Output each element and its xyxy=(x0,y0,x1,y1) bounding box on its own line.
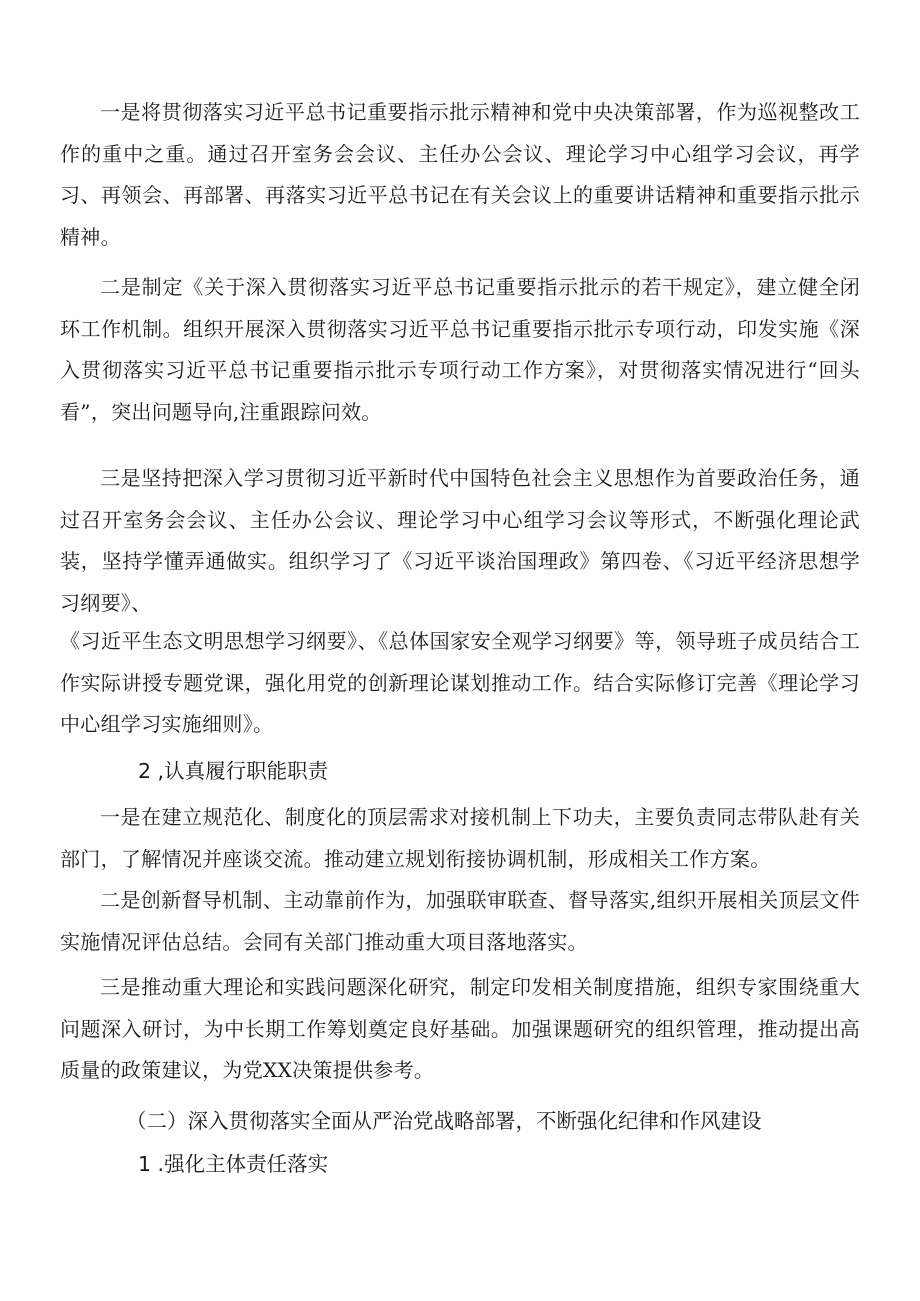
paragraph-3: 三是坚持把深入学习贯彻习近平新时代中国特色社会主义思想作为首要政治任务，通过召开室务会会议、主任办公会议、理论学习中心组学习会议等形式，不断强化理论武装，坚持学懂弄通做实。组织学习了《习近平谈治国理政》第四卷、《习近平经济思想学习纲要》、 xyxy=(60,466,860,615)
heading-2-perform-duties: 2 ,认真履行职能职责 xyxy=(138,759,329,783)
paragraph-7: 三是推动重大理论和实践问题深化研究，制定印发相关制度措施，组织专家围绕重大问题深入研讨，为中长期工作筹划奠定良好基础。加强课题研究的组织管理，推动提出高质量的政策建议，为党XX决策提供参考。 xyxy=(60,975,860,1082)
paragraph-1: 一是将贯彻落实习近平总书记重要指示批示精神和党中央决策部署，作为巡视整改工作的重中之重。通过召开室务会会议、主任办公会议、理论学习中心组学习会议，再学习、再领会、再部署、再落实习近平总书记在有关会议上的重要讲话精神和重要指示批示精神。 xyxy=(60,100,860,249)
paragraph-4: 《习近平生态文明思想学习纲要》、《总体国家安全观学习纲要》等，领导班子成员结合工作实际讲授专题党课，强化用党的创新理论谋划推动工作。结合实际修订完善《理论学习中心组学习实施细则》。 xyxy=(60,629,860,736)
paragraph-5: 一是在建立规范化、制度化的顶层需求对接机制上下功夫，主要负责同志带队赴有关部门，了解情况并座谈交流。推动建立规划衔接协调机制，形成相关工作方案。 xyxy=(60,805,860,871)
paragraph-2: 二是制定《关于深入贯彻落实习近平总书记重要指示批示的若干规定》，建立健全闭环工作机制。组织开展深入贯彻落实习近平总书记重要指示批示专项行动，印发实施《深入贯彻落实习近平总书记重要指示批示专项行动工作方案》，对贯彻落实情况进行“回头看”，突出问题导向,注重跟踪问效。 xyxy=(60,275,860,424)
paragraph-6: 二是创新督导机制、主动靠前作为，加强联审联查、督导落实,组织开展相关顶层文件实施情况评估总结。会同有关部门推动重大项目落地落实。 xyxy=(60,888,860,954)
heading-section-2: （二）深入贯彻落实全面从严治党战略部署，不断强化纪律和作风建设 xyxy=(126,1109,762,1133)
heading-1-main-responsibility: 1 .强化主体责任落实 xyxy=(138,1152,329,1176)
